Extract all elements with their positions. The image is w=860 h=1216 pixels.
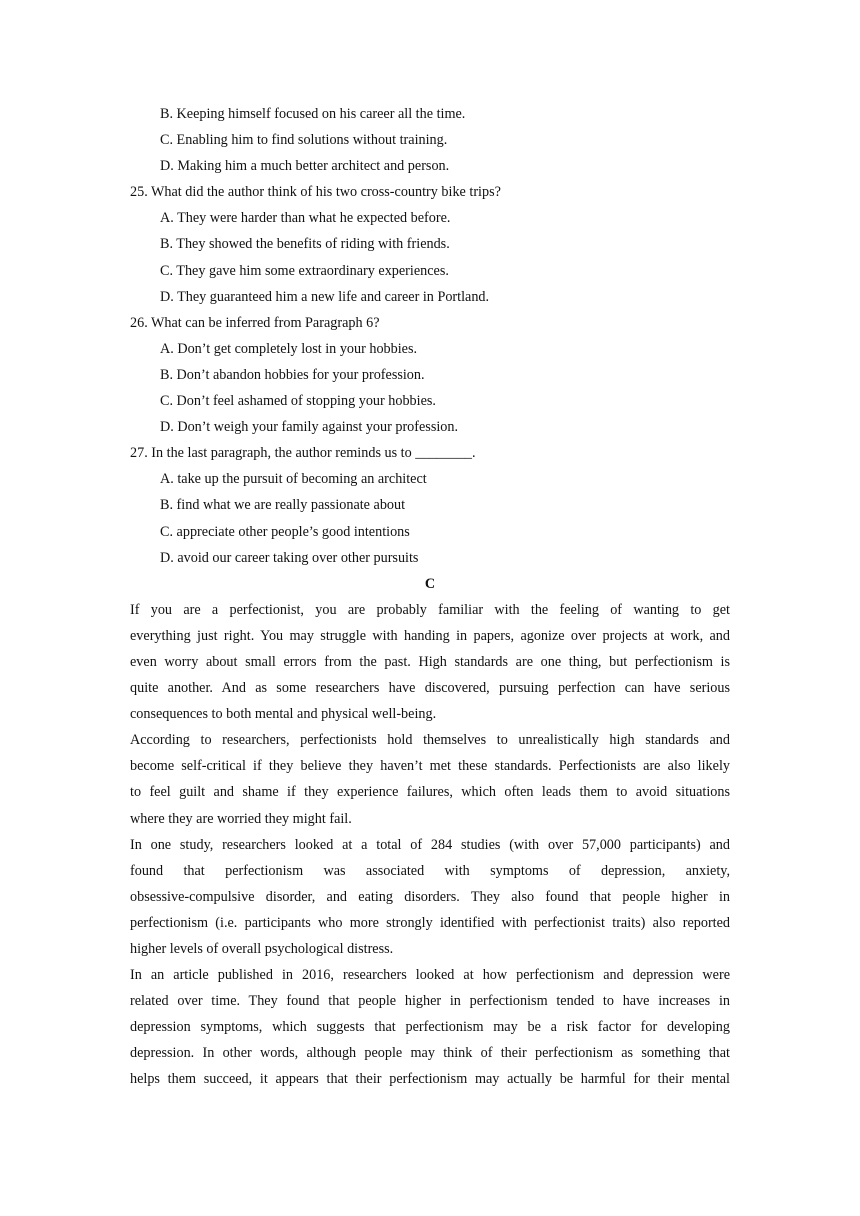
question-27-stem: 27. In the last paragraph, the author reminds us to ________. xyxy=(130,445,476,462)
option-25-b: B. They showed the benefits of riding with friends. xyxy=(160,236,450,253)
option-26-c: C. Don’t feel ashamed of stopping your hobbies. xyxy=(160,393,436,410)
passage-paragraph-4 xyxy=(130,962,730,1092)
option-26-b: B. Don’t abandon hobbies for your profession. xyxy=(160,366,425,383)
passage-line: perfectionism (i.e. participants who more strongly identified with perfectionist traits) also reported xyxy=(130,914,730,931)
passage-paragraph-3 xyxy=(130,832,730,962)
document-page xyxy=(130,101,730,1093)
passage-line: consequences to both mental and physical well-being. xyxy=(130,706,437,723)
option-24-c: C. Enabling him to find solutions without training. xyxy=(160,132,448,149)
passage-line: to feel guilt and shame if they experience failures, which often leads them to avoid situations xyxy=(130,784,730,801)
option-24-b: B. Keeping himself focused on his career all the time. xyxy=(160,106,466,122)
passage-line: obsessive-compulsive disorder, and eating disorders. They also found that people higher in xyxy=(130,888,730,905)
passage-line: depression. In other words, although people may think of their perfectionism as something that xyxy=(130,1045,730,1062)
passage-paragraph-2 xyxy=(130,727,730,831)
passage-line: become self-critical if they believe they haven’t met these standards. Perfectionists are also likely xyxy=(130,758,730,775)
option-25-c: C. They gave him some extraordinary experiences. xyxy=(160,262,449,279)
option-26-a: A. Don’t get completely lost in your hobbies. xyxy=(160,340,418,357)
option-27-b: B. find what we are really passionate about xyxy=(160,497,406,514)
passage-line: In one study, researchers looked at a total of 284 studies (with over 57,000 participants) and xyxy=(130,836,730,853)
option-24-d: D. Making him a much better architect and person. xyxy=(160,158,450,175)
option-25-a: A. They were harder than what he expected before. xyxy=(160,210,451,227)
passage-line: higher levels of overall psychological distress. xyxy=(130,941,394,957)
passage-paragraph-1 xyxy=(130,597,730,727)
passage-line: According to researchers, perfectionists hold themselves to unrealistically high standards and xyxy=(130,732,730,749)
option-26-d: D. Don’t weigh your family against your profession. xyxy=(160,419,459,436)
passage-line: If you are a perfectionist, you are probably familiar with the feeling of wanting to get xyxy=(130,601,730,618)
option-25-d: D. They guaranteed him a new life and career in Portland. xyxy=(160,288,490,305)
option-27-a: A. take up the pursuit of becoming an architect xyxy=(160,471,427,488)
passage-line: related over time. They found that people higher in perfectionism tended to have increases in xyxy=(130,993,730,1010)
question-26 xyxy=(130,310,730,440)
passage-line: depression symptoms, which suggests that perfectionism may be a risk factor for developing xyxy=(130,1019,730,1036)
section-heading-c: C xyxy=(424,575,436,592)
passage-line: quite another. And as some researchers have discovered, pursuing perfection can have serious xyxy=(130,680,730,697)
question-24-options xyxy=(130,101,730,179)
option-27-d: D. avoid our career taking over other pursuits xyxy=(160,549,419,566)
question-25-stem: 25. What did the author think of his two cross-country bike trips? xyxy=(130,184,501,201)
passage-line: helps them succeed, it appears that their perfectionism may actually be harmful for their mental xyxy=(130,1071,730,1088)
passage-line: everything just right. You may struggle with handing in papers, agonize over projects at work, and xyxy=(130,627,730,644)
passage-line: In an article published in 2016, researchers looked at how perfectionism and depression were xyxy=(130,967,730,984)
passage-line: found that perfectionism was associated with symptoms of depression, anxiety, xyxy=(130,862,730,879)
passage-line: where they are worried they might fail. xyxy=(130,810,352,827)
passage-line: even worry about small errors from the past. High standards are one thing, but perfectionism is xyxy=(130,653,730,670)
question-27 xyxy=(130,440,730,570)
option-27-c: C. appreciate other people’s good intentions xyxy=(160,523,410,540)
question-25 xyxy=(130,179,730,309)
question-26-stem: 26. What can be inferred from Paragraph 6? xyxy=(130,314,380,331)
